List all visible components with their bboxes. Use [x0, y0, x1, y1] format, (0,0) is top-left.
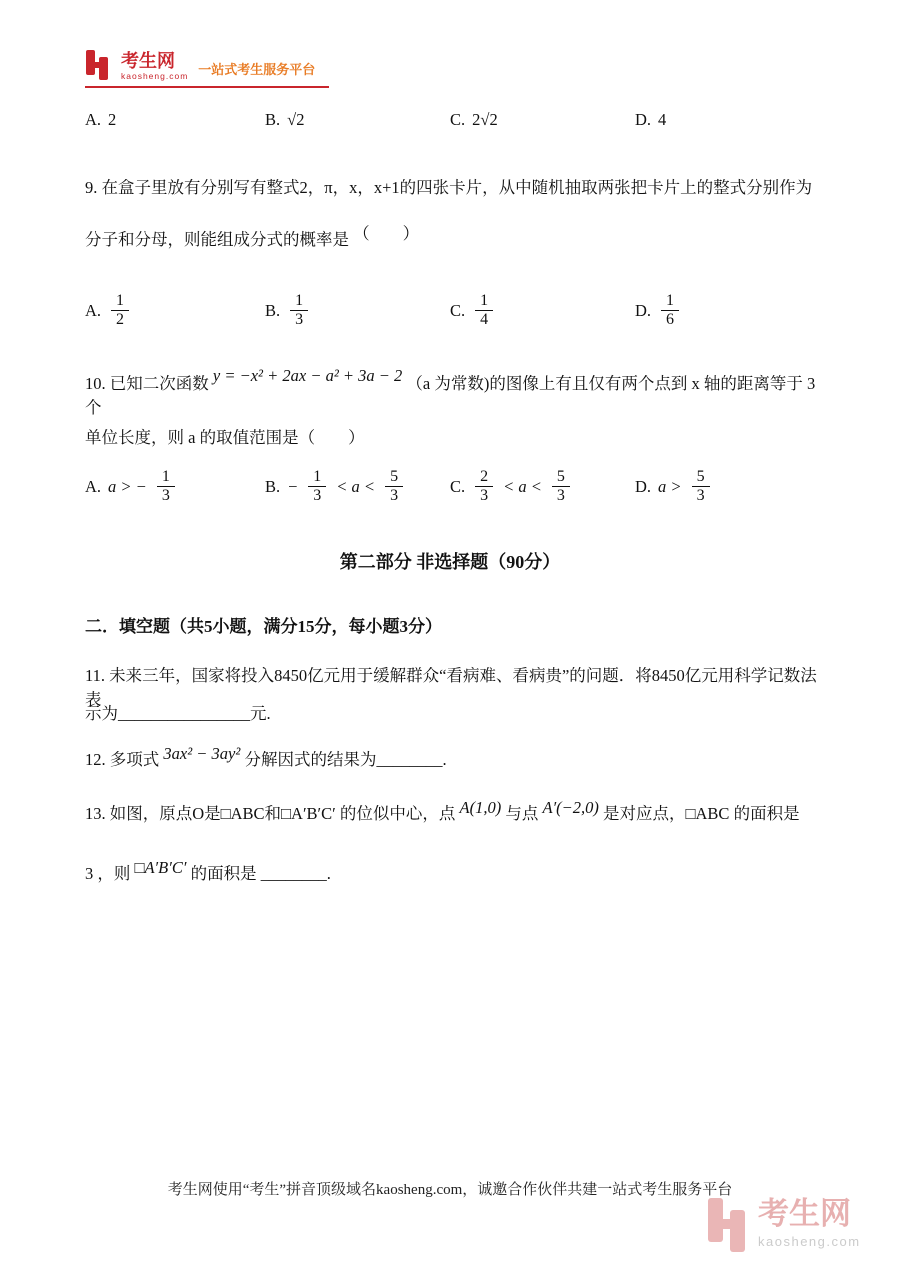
fraction [692, 468, 710, 506]
watermark-domain: kaosheng.com [758, 1233, 861, 1249]
fraction-denominator: 4 [480, 311, 489, 329]
q9-line2-text: 分子和分母，则能组成分式的概率是 [85, 230, 349, 249]
fraction-numerator: 1 [157, 468, 175, 487]
fraction-denominator: 3 [390, 487, 399, 505]
q9-line1: 9. 在盒子里放有分别写有整式2，π，x，x+1的四张卡片，从中随机抽取两张把卡片上的整式分别作为 [85, 178, 813, 197]
q11-line1: 11. 未来三年，国家将投入8450亿元用于缓解群众“看病难、看病贵”的问题．将8450亿元用科学记数法表 [85, 666, 817, 709]
q10-line1 [85, 366, 825, 420]
q13-line2-post: 的面积是 ________. [190, 864, 331, 883]
option-label: D. [635, 476, 652, 496]
fraction [385, 468, 403, 506]
q10-intro: 10. 已知二次函数 [85, 374, 209, 393]
watermark-text [758, 1198, 861, 1248]
q13-line1 [85, 798, 825, 826]
kaosheng-watermark-icon [706, 1198, 750, 1252]
q9-option-b [265, 292, 311, 330]
option-value: 2√2 [472, 110, 498, 129]
q11-line2-post: 元. [250, 704, 271, 723]
fraction-denominator: 3 [313, 487, 322, 505]
watermark-logo [706, 1198, 861, 1252]
fraction-denominator: 3 [556, 487, 565, 505]
q13-text: 13. 如图，原点O是□ABC和□A′B′C′ 的位似中心，点 [85, 804, 456, 823]
q10-formula: y = −x² + 2ax − a² + 3a − 2 [212, 366, 403, 385]
fraction-numerator: 1 [308, 468, 326, 487]
fraction [290, 292, 308, 330]
option-label: C. [450, 476, 466, 496]
option-label: C. [450, 300, 466, 320]
option-label: B. [265, 300, 281, 320]
q12-line [85, 744, 825, 772]
fraction [111, 292, 129, 330]
fraction-numerator: 1 [475, 292, 493, 311]
q13-text: 是对应点，□ABC 的面积是 [603, 804, 800, 823]
kaosheng-logo-icon [85, 50, 111, 80]
fill-in-section-title: 二．填空题（共5小题，满分15分，每小题3分） [85, 617, 442, 636]
q11-line2-pre: 示为 [85, 704, 118, 723]
fraction-numerator: 5 [385, 468, 403, 487]
fraction-numerator: 5 [692, 468, 710, 487]
fraction-numerator: 1 [111, 292, 129, 311]
fraction [475, 468, 493, 506]
expression-middle: < a < [336, 476, 376, 496]
q12-pre: 12. 多项式 [85, 750, 160, 769]
logo-domain: kaosheng.com [121, 70, 189, 81]
q12-formula: 3ax² − 3ay² [163, 744, 241, 763]
option-label: B. [265, 476, 281, 496]
q11-line2 [85, 702, 825, 726]
option-label: B. [265, 110, 281, 129]
answer-blank: ________________ [118, 704, 250, 723]
q13-point-a: A(1,0) [459, 798, 502, 817]
q10-option-d [635, 468, 713, 506]
q8-option-b [265, 110, 304, 130]
q10-option-b [265, 468, 406, 506]
fraction-denominator: 3 [480, 487, 489, 505]
expression-prefix: a > [658, 476, 682, 496]
section2-title: 第二部分 非选择题（90分） [339, 552, 561, 572]
option-label: C. [450, 110, 466, 129]
expression-prefix: a > − [108, 476, 147, 496]
header-logo [85, 50, 329, 88]
q8-option-c [450, 110, 498, 130]
expression-middle: < a < [503, 476, 542, 496]
logo-text [121, 52, 188, 81]
q13-point-a-prime: A′(−2,0) [542, 798, 599, 817]
fraction-denominator: 3 [161, 487, 170, 505]
q9-option-d [635, 292, 682, 330]
answer-paren: （ ） [353, 224, 420, 243]
fraction-numerator: 2 [475, 468, 493, 487]
watermark-name: 考生网 [758, 1196, 851, 1231]
logo-tagline: 一站式考生服务平台 [198, 62, 316, 77]
expression-prefix: − [287, 476, 299, 496]
option-label: A. [85, 476, 102, 496]
fraction [475, 292, 493, 330]
fraction-numerator: 5 [552, 468, 570, 487]
fraction [308, 468, 326, 506]
fraction-denominator: 3 [295, 311, 304, 329]
option-label: D. [635, 110, 652, 129]
q13-line2 [85, 858, 825, 886]
option-value: 2 [108, 110, 117, 129]
fraction-denominator: 6 [666, 311, 675, 329]
fraction-denominator: 3 [696, 487, 705, 505]
q10-option-a [85, 468, 178, 506]
q13-line2-pre: 3 ，则 [85, 864, 131, 883]
q13-text: 与点 [505, 804, 539, 823]
option-label: A. [85, 300, 102, 320]
q10-line1-rest: （a 为常数)的图像上有且仅有两个点到 x 轴的距离等于 3 个 [85, 374, 816, 417]
q12-post: 分解因式的结果为________. [244, 750, 447, 769]
page-footer: 考生网使用“考生”拼音顶级域名kaosheng.com，诚邀合作伙伴共建一站式考生服务平台 [167, 1182, 733, 1198]
logo-name: 考生网 [121, 50, 175, 71]
option-label: D. [635, 300, 652, 320]
fraction [661, 292, 679, 330]
fraction [552, 468, 570, 506]
option-value: √2 [287, 110, 305, 129]
q8-option-a [85, 110, 116, 130]
q10-line2: 单位长度，则 a 的取值范围是（ ） [85, 428, 365, 447]
fraction-numerator: 1 [661, 292, 679, 311]
fraction [157, 468, 175, 506]
q13-triangle-name: □A′B′C′ [134, 858, 187, 877]
q8-option-d [635, 110, 666, 130]
q9-line2 [85, 224, 825, 252]
fraction-numerator: 1 [290, 292, 308, 311]
q9-option-a [85, 292, 132, 330]
q9-option-c [450, 292, 496, 330]
option-value: 4 [658, 110, 667, 129]
option-label: A. [85, 110, 102, 129]
q10-option-c [450, 468, 573, 506]
fraction-denominator: 2 [116, 311, 125, 329]
